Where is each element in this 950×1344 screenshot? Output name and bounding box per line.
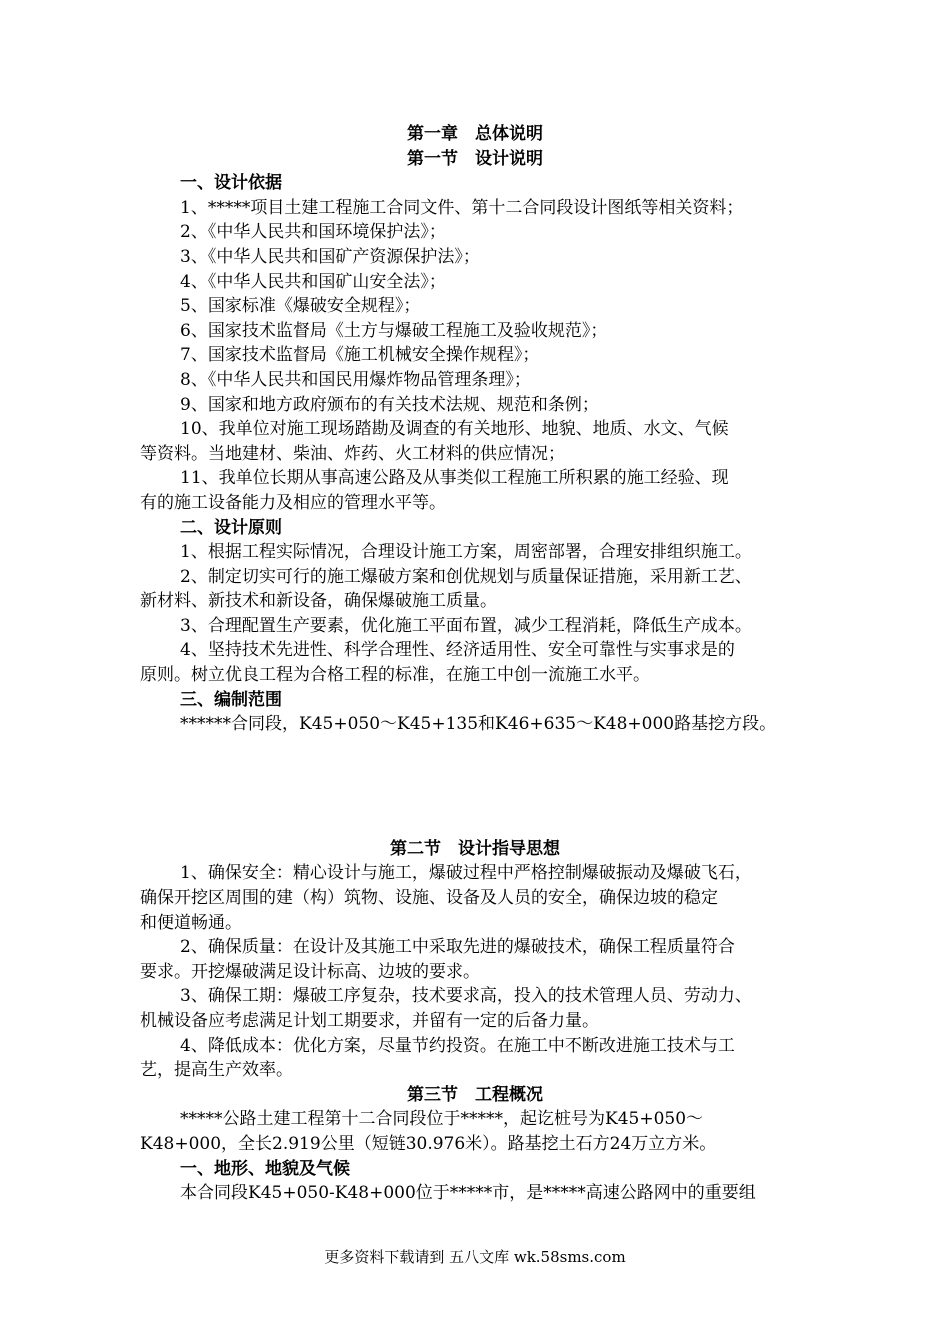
section-heading: 二、设计原则: [180, 517, 282, 538]
paragraph-line: 2、《中华人民共和国环境保护法》；: [180, 222, 446, 243]
paragraph-line: 2、确保质量：在设计及其施工中采取先进的爆破技术，确保工程质量符合: [180, 937, 735, 958]
paragraph-line: 11、我单位长期从事高速公路及从事类似工程施工所积累的施工经验、现: [180, 468, 729, 489]
paragraph-line: 有的施工设备能力及相应的管理水平等。: [140, 492, 446, 513]
page-footer: 更多资料下载请到 五八文库 wk.58sms.com: [324, 1248, 626, 1266]
paragraph-line: 5、国家标准《爆破安全规程》；: [180, 296, 421, 317]
paragraph-line: 新材料、新技术和新设备，确保爆破施工质量。: [140, 591, 497, 612]
section-title: 第三节 工程概况: [407, 1084, 543, 1105]
paragraph-line: 4、《中华人民共和国矿山安全法》；: [180, 271, 446, 292]
paragraph-line: 2、制定切实可行的施工爆破方案和创优规划与质量保证措施，采用新工艺、: [180, 566, 752, 587]
paragraph-line: 和便道畅通。: [140, 912, 242, 933]
paragraph-line: 4、降低成本：优化方案，尽量节约投资。在施工中不断改进施工技术与工: [180, 1035, 735, 1056]
paragraph-line: 9、国家和地方政府颁布的有关技术法规、规范和条例；: [180, 394, 599, 415]
paragraph-line: 10、我单位对施工现场踏勘及调查的有关地形、地貌、地质、水文、气候: [180, 419, 729, 440]
document-page: [140, 122, 810, 1206]
paragraph-line: 原则。树立优良工程为合格工程的标准，在施工中创一流施工水平。: [140, 665, 650, 686]
paragraph-line: 1、*****项目土建工程施工合同文件、第十二合同段设计图纸等相关资料；: [180, 197, 744, 218]
paragraph-line: 3、确保工期：爆破工序复杂，技术要求高，投入的技术管理人员、劳动力、: [180, 986, 752, 1007]
paragraph-line: *****公路土建工程第十二合同段位于*****，起讫桩号为K45+050～: [180, 1109, 704, 1130]
paragraph-line: 6、国家技术监督局《土方与爆破工程施工及验收规范》；: [180, 320, 608, 341]
paragraph-line: 4、坚持技术先进性、科学合理性、经济适用性、安全可靠性与实事求是的: [180, 640, 735, 661]
paragraph-line: 机械设备应考虑满足计划工期要求，并留有一定的后备力量。: [140, 1011, 599, 1031]
section-title: 第一节 设计说明: [407, 148, 543, 169]
section-heading: 三、编制范围: [180, 689, 282, 710]
paragraph-line: 要求。开挖爆破满足设计标高、边坡的要求。: [140, 961, 480, 982]
paragraph-line: 3、《中华人民共和国矿产资源保护法》；: [180, 246, 480, 267]
paragraph-line: ******合同段，K45+050～K45+135和K46+635～K48+000路基挖方段。: [180, 714, 777, 735]
paragraph-line: 1、确保安全：精心设计与施工，爆破过程中严格控制爆破振动及爆破飞石，: [180, 863, 752, 884]
paragraph-line: 7、国家技术监督局《施工机械安全操作规程》；: [180, 345, 540, 366]
chapter-title: 第一章 总体说明: [407, 124, 543, 144]
paragraph-line: K48+000，全长2.919公里（短链30.976米）。路基挖土石方24万立方米。: [140, 1133, 717, 1154]
paragraph-line: 确保开挖区周围的建（构）筑物、设施、设备及人员的安全，确保边坡的稳定: [140, 888, 718, 909]
section-title: 第二节 设计指导思想: [390, 838, 560, 859]
section-heading: 一、地形、地貌及气候: [180, 1158, 350, 1179]
paragraph-line: 艺，提高生产效率。: [140, 1060, 293, 1081]
section-heading: 一、设计依据: [180, 173, 282, 194]
paragraph-line: 3、合理配置生产要素，优化施工平面布置，减少工程消耗，降低生产成本。: [180, 615, 752, 636]
paragraph-line: 8、《中华人民共和国民用爆炸物品管理条理》；: [180, 369, 531, 390]
paragraph-line: 1、根据工程实际情况，合理设计施工方案，周密部署，合理安排组织施工。: [180, 542, 752, 563]
page-gap: [140, 737, 810, 837]
paragraph-line: 本合同段K45+050-K48+000位于*****市，是*****高速公路网中的重要组: [180, 1183, 756, 1204]
paragraph-line: 等资料。当地建材、柴油、炸药、火工材料的供应情况；: [140, 443, 565, 464]
